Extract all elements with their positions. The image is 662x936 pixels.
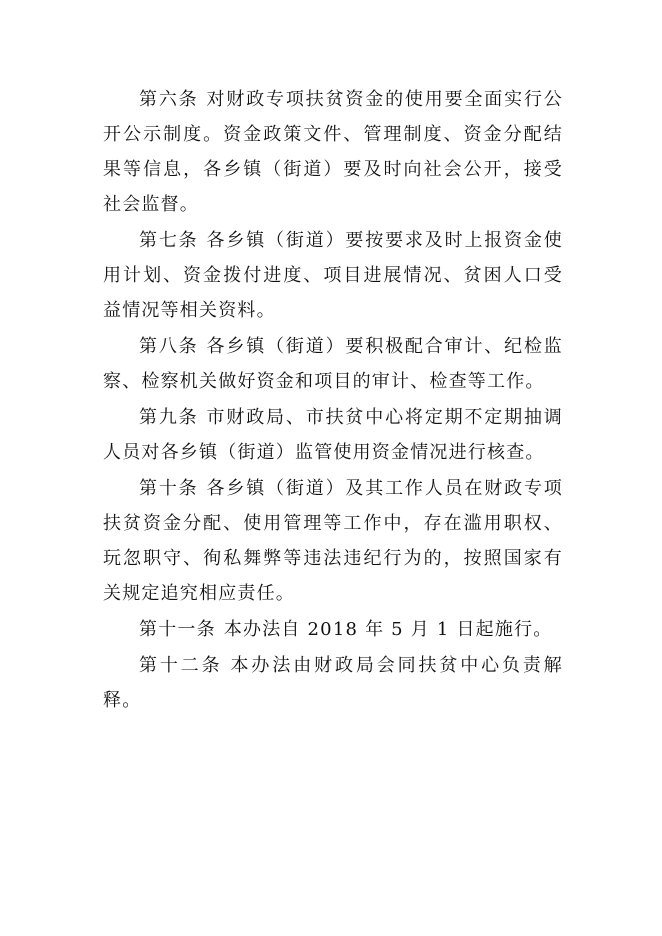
article-6 xyxy=(103,82,563,222)
article-text: 各乡镇（街道）要按要求及时上报资金使用计划、资金拨付进度、项目进展情况、贫困人口受益情况等相关资料。 xyxy=(103,230,563,321)
article-number: 第八条 xyxy=(139,336,199,357)
article-11 xyxy=(103,612,563,647)
article-text: 各乡镇（街道）要积极配合审计、纪检监察、检察机关做好资金和项目的审计、检查等工作。 xyxy=(103,336,563,392)
article-9 xyxy=(103,400,563,470)
article-number: 第十一条 xyxy=(139,619,216,640)
article-12 xyxy=(103,648,563,718)
article-7 xyxy=(103,223,563,328)
article-text: 各乡镇（街道）及其工作人员在财政专项扶贫资金分配、使用管理等工作中，存在滥用职权、玩忽职守、徇私舞弊等违法违纪行为的，按照国家有关规定追究相应责任。 xyxy=(103,478,563,604)
document-body xyxy=(103,82,563,718)
article-text: 本办法自 2018 年 5 月 1 日起施行。 xyxy=(223,619,553,640)
article-number: 第七条 xyxy=(139,230,199,251)
article-number: 第十条 xyxy=(139,478,199,499)
article-number: 第六条 xyxy=(139,89,199,110)
article-text: 对财政专项扶贫资金的使用要全面实行公开公示制度。资金政策文件、管理制度、资金分配结果等信息，各乡镇（街道）要及时向社会公开，接受社会监督。 xyxy=(103,89,563,215)
article-8 xyxy=(103,329,563,399)
article-10 xyxy=(103,471,563,611)
article-number: 第九条 xyxy=(139,407,199,428)
article-number: 第十二条 xyxy=(139,655,223,676)
article-text: 市财政局、市扶贫中心将定期不定期抽调人员对各乡镇（街道）监管使用资金情况进行核查。 xyxy=(103,407,563,463)
article-text: 本办法由财政局会同扶贫中心负责解释。 xyxy=(103,655,563,711)
